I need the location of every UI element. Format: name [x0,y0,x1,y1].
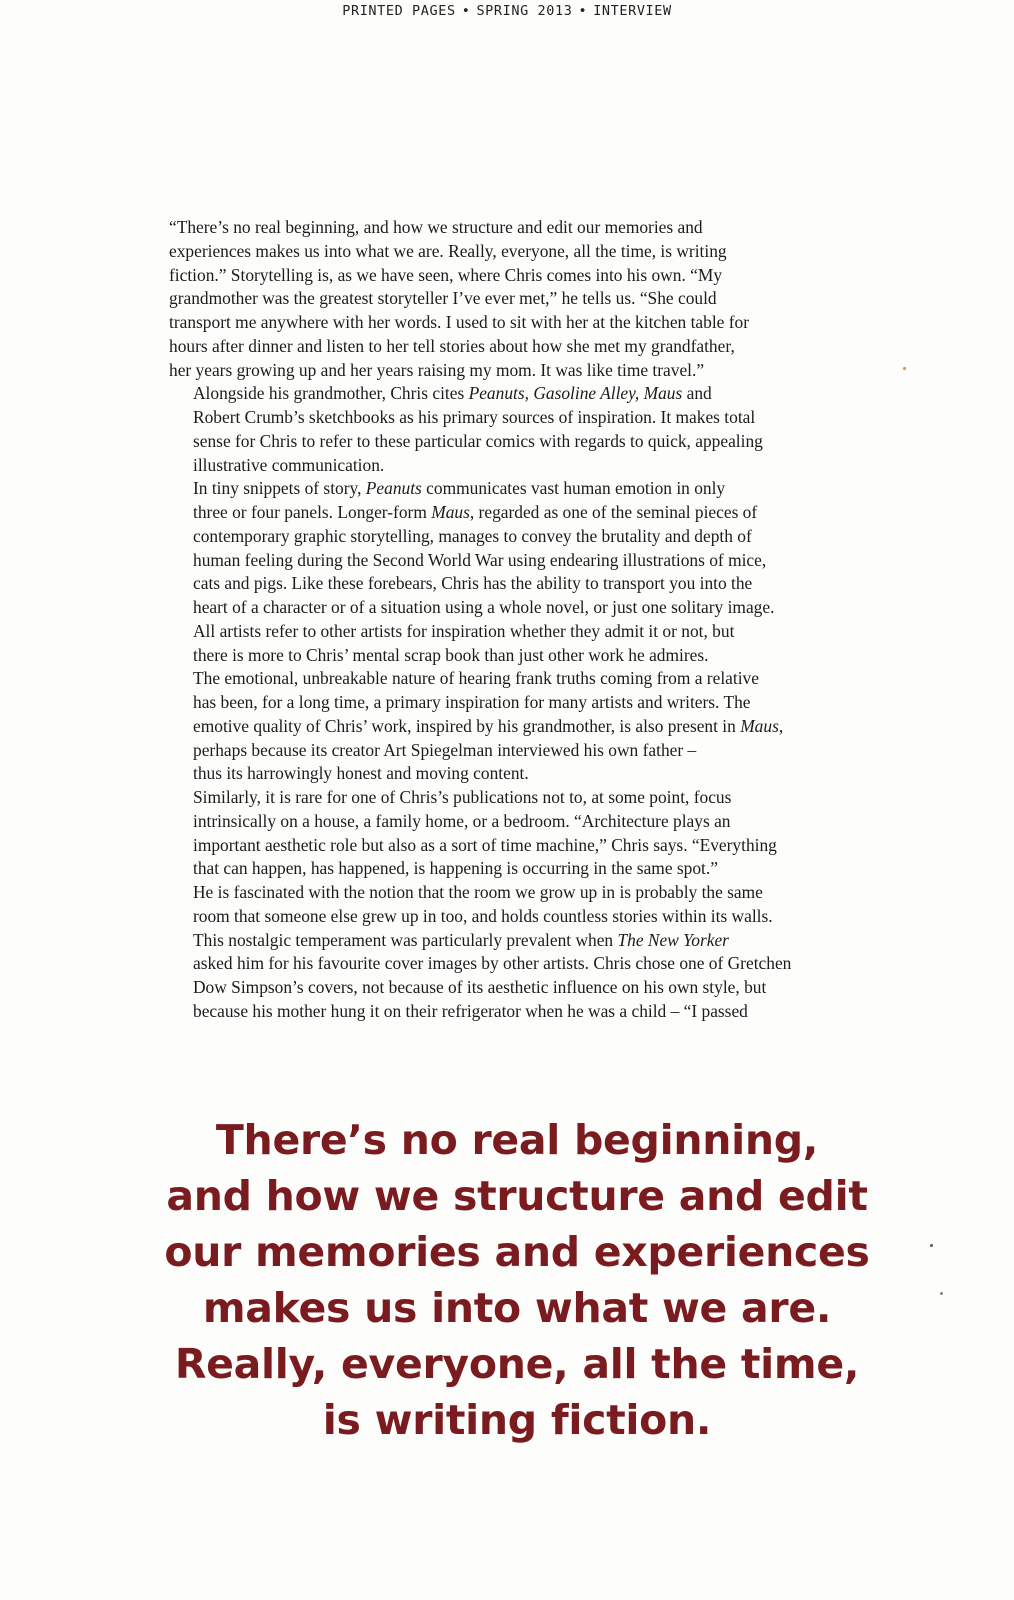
text-run: , [778,715,784,736]
text-run: emotive quality of Chris’ work, inspired by his grandmother, is also present in [193,715,741,736]
text-run: All artists refer to other artists for inspiration whether they admit it or not, but [193,620,735,641]
text-run: In tiny snippets of story, [193,478,366,499]
body-line [169,976,855,1000]
text-run: , regarded as one of the seminal pieces of [469,502,758,522]
body-line [169,929,855,953]
body-line [169,596,855,620]
body-line [169,644,855,668]
text-run: communicates vast human emotion in only [421,478,726,499]
text-run: room that someone else grew up in too, and holds countless stories within its walls. [193,905,773,926]
pull-quote-line: makes us into what we are. [202,1284,832,1332]
running-head [0,3,1014,19]
text-run: human feeling during the Second World War using endearing illustrations of mice, [193,549,767,570]
body-line [169,881,855,905]
text-run: This nostalgic temperament was particularly prevalent when [193,929,618,950]
body-paragraph [169,786,855,929]
body-paragraph [169,477,855,620]
pull-quote-line: our memories and experiences [164,1228,870,1276]
pull-quote-line: and how we structure and edit [166,1172,868,1220]
body-line [169,739,855,763]
text-run: experiences makes us into what we are. Really, everyone, all the time, is writing [169,240,727,261]
body-paragraph [169,667,855,786]
text-run: Robert Crumb’s sketchbooks as his primary sources of inspiration. It makes total [193,407,756,427]
body-paragraph [169,620,855,668]
italic-title: Peanuts [365,478,422,499]
body-line [169,857,855,881]
text-run: there is more to Chris’ mental scrap book than just other work he admires. [193,644,709,665]
text-run: Similarly, it is rare for one of Chris’s publications not to, at some point, focus [193,787,732,807]
body-line [169,382,855,406]
pull-quote [110,1112,924,1448]
body-paragraph [169,382,855,477]
body-line [169,430,855,454]
text-run: has been, for a long time, a primary inspiration for many artists and writers. The [193,692,751,712]
body-line [169,406,855,430]
italic-title: Maus [740,715,779,736]
print-speck [940,1292,943,1295]
body-line [169,691,855,715]
body-line [169,359,855,383]
text-run: fiction.” Storytelling is, as we have seen, where Chris comes into his own. “My [169,264,723,285]
text-run: that can happen, has happened, is happening is occurring in the same spot.” [193,858,718,879]
text-run: perhaps because its creator Art Spiegelman interviewed his own father – [193,739,697,760]
print-speck [903,367,906,370]
italic-title: Peanuts, Gasoline Alley, Maus [468,383,683,404]
pull-quote-line: There’s no real beginning, [215,1116,819,1164]
body-line [169,525,855,549]
body-line [169,905,855,929]
body-line [169,311,855,335]
running-head-section: INTERVIEW [593,3,672,19]
text-run: hours after dinner and listen to her tell stories about how she met my grandfather, [169,335,735,356]
body-line [169,264,855,288]
text-run: and [682,383,712,404]
body-line [169,287,855,311]
pull-quote-line: Really, everyone, all the time, [174,1340,860,1388]
body-paragraph [169,929,855,1024]
text-run: thus its harrowingly honest and moving content. [193,763,529,784]
running-head-issue: SPRING 2013 [476,3,573,19]
running-head-publication: PRINTED PAGES [342,3,456,19]
body-line [169,477,855,501]
text-run: cats and pigs. Like these forebears, Chris has the ability to transport you into the [193,573,753,594]
body-line [169,715,855,739]
body-line [169,549,855,573]
text-run: The emotional, unbreakable nature of hearing frank truths coming from a relative [193,668,759,689]
running-head-separator: • [461,3,471,19]
body-line [169,786,855,810]
text-run: sense for Chris to refer to these particular comics with regards to quick, appealing [193,430,763,451]
text-run: because his mother hung it on their refrigerator when he was a child – “I passed [193,1000,748,1021]
text-run: He is fascinated with the notion that the room we grow up in is probably the same [193,882,763,902]
body-paragraph [169,216,855,382]
body-line [169,1000,855,1024]
text-run: important aesthetic role but also as a sort of time machine,” Chris says. “Everything [193,834,777,855]
body-line [169,501,855,525]
text-run: Dow Simpson’s covers, not because of its aesthetic influence on his own style, but [193,977,767,997]
body-line [169,620,855,644]
print-speck [930,1244,933,1247]
text-run: contemporary graphic storytelling, manages to convey the brutality and depth of [193,525,752,546]
text-run: intrinsically on a house, a family home, or a bedroom. “Architecture plays an [193,810,731,831]
italic-title: The New Yorker [617,929,729,950]
italic-title: Maus [431,502,470,522]
body-line [169,810,855,834]
body-line [169,834,855,858]
text-run: “There’s no real beginning, and how we structure and edit our memories and [169,217,703,237]
text-run: Alongside his grandmother, Chris cites [193,383,469,404]
body-line [169,454,855,478]
body-line [169,216,855,240]
body-line [169,952,855,976]
text-run: transport me anywhere with her words. I used to sit with her at the kitchen table for [169,312,750,332]
text-run: three or four panels. Longer-form [193,502,432,522]
text-run: her years growing up and her years raising my mom. It was like time travel.” [169,359,705,380]
running-head-separator: • [578,3,588,19]
text-run: heart of a character or of a situation using a whole novel, or just one solitary image. [193,597,775,617]
body-line [169,240,855,264]
article-body [169,216,855,1024]
pull-quote-line: is writing fiction. [322,1396,712,1444]
text-run: asked him for his favourite cover images by other artists. Chris chose one of Gretchen [193,953,792,974]
body-line [169,335,855,359]
body-line [169,667,855,691]
body-line [169,762,855,786]
body-line [169,572,855,596]
text-run: illustrative communication. [193,454,385,475]
text-run: grandmother was the greatest storyteller I’ve ever met,” he tells us. “She could [169,288,717,309]
